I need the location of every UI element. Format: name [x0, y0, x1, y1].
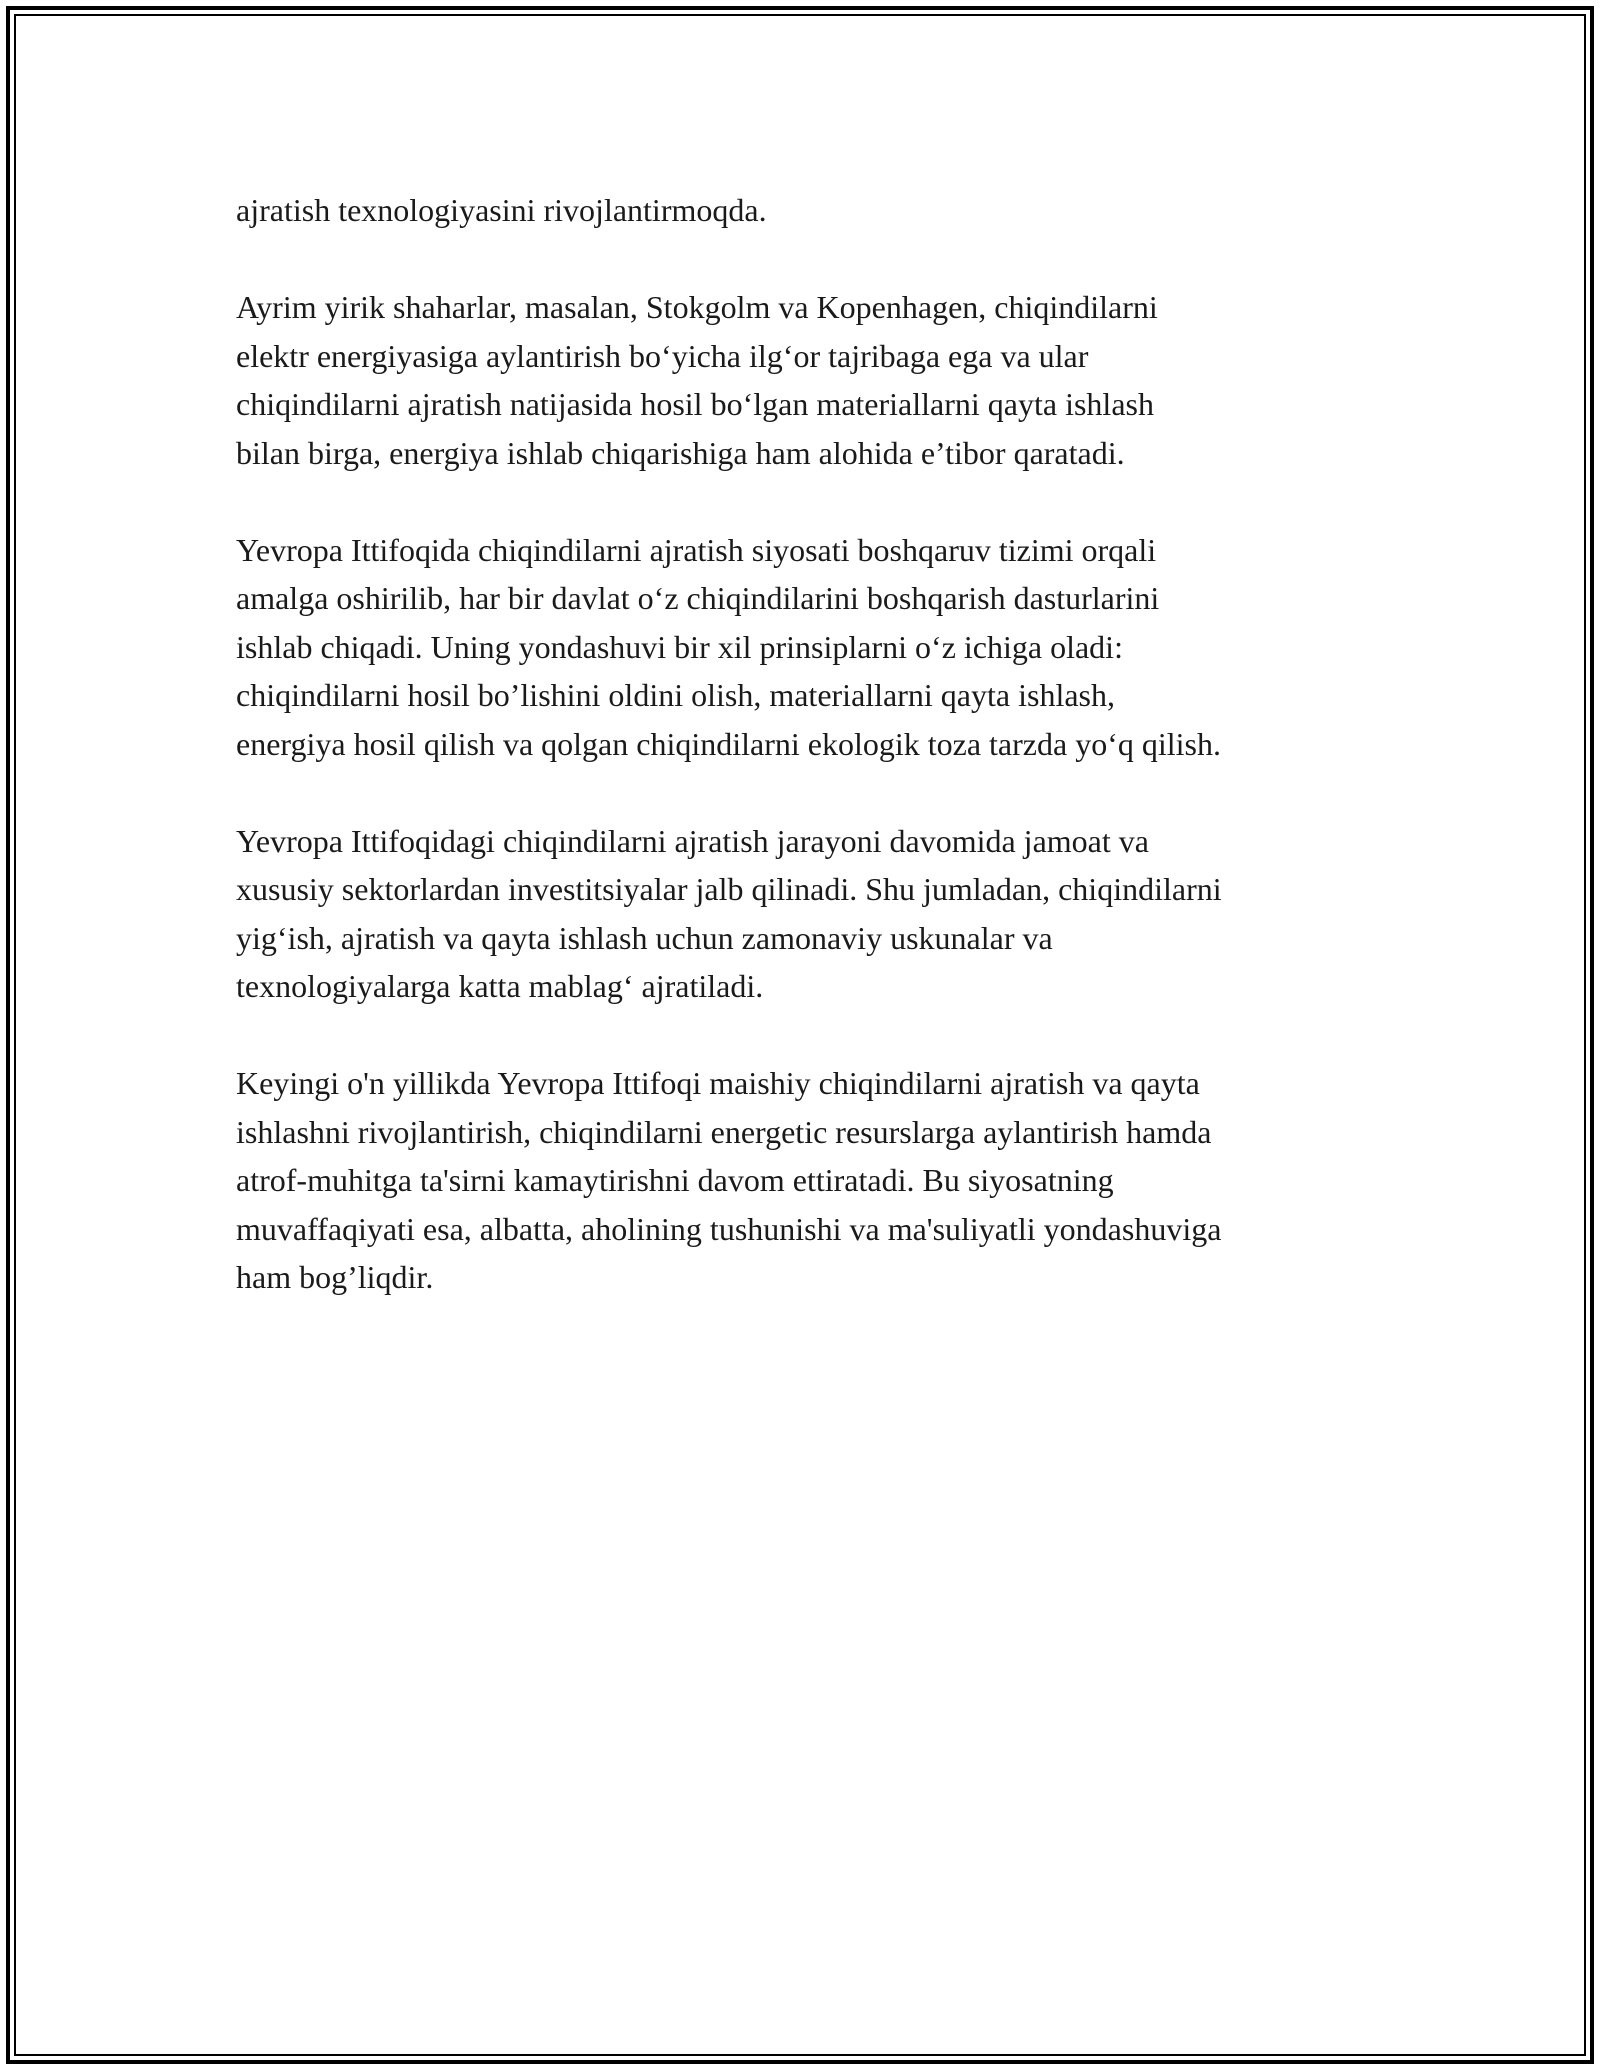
text-line: atrof-muhitga ta'sirni kamaytirishni davom ettiratadi. Bu siyosatning — [236, 1162, 1114, 1198]
text-line: chiqindilarni hosil bo’lishini oldini olish, materiallarni qayta ishlash, — [236, 677, 1115, 713]
paragraph-2 — [236, 283, 1386, 477]
text-line: Keyingi o'n yillikda Yevropa Ittifoqi maishiy chiqindilarni ajratish va qayta — [236, 1065, 1200, 1101]
text-line: muvaffaqiyati esa, albatta, aholining tushunishi va ma'suliyatli yondashuviga — [236, 1210, 1222, 1247]
text-line: ajratish texnologiyasini rivojlantirmoqda. — [236, 192, 767, 228]
paragraph-5 — [236, 1059, 1386, 1302]
document-body — [236, 186, 1386, 1350]
text-line: yig‘ish, ajratish va qayta ishlash uchun zamonaviy uskunalar va — [236, 919, 1053, 956]
text-line: bilan birga, energiya ishlab chiqarishiga ham alohida e’tibor qaratadi. — [236, 434, 1125, 471]
text-line: xususiy sektorlardan investitsiyalar jalb qilinadi. Shu jumladan, chiqindilarni — [236, 871, 1222, 907]
text-line: amalga oshirilib, har bir davlat o‘z chiqindilarini boshqarish dasturlarini — [236, 580, 1160, 616]
paragraph-3 — [236, 526, 1386, 769]
text-line: elektr energiyasiga aylantirish bo‘yicha ilg‘or tajribaga ega va ular — [236, 337, 1089, 374]
text-line: Yevropa Ittifoqidagi chiqindilarni ajratish jarayoni davomida jamoat va — [236, 822, 1149, 859]
paragraph-4 — [236, 817, 1386, 1011]
paragraph-1 — [236, 186, 1386, 235]
text-line: chiqindilarni ajratish natijasida hosil bo‘lgan materiallarni qayta ishlash — [236, 386, 1154, 422]
text-line: ishlab chiqadi. Uning yondashuvi bir xil prinsiplarni o‘z ichiga oladi: — [236, 628, 1123, 665]
text-line: Yevropa Ittifoqida chiqindilarni ajratish siyosati boshqaruv tizimi orqali — [236, 531, 1157, 568]
text-line: ishlashni rivojlantirish, chiqindilarni energetic resurslarga aylantirish hamda — [236, 1113, 1212, 1150]
text-line: ham bog’liqdir. — [236, 1259, 434, 1295]
text-line: Ayrim yirik shaharlar, masalan, Stokgolm va Kopenhagen, chiqindilarni — [236, 289, 1158, 325]
text-line: energiya hosil qilish va qolgan chiqindilarni ekologik toza tarzda yo‘q qilish. — [236, 725, 1221, 762]
text-line: texnologiyalarga katta mablag‘ ajratiladi. — [236, 968, 764, 1004]
